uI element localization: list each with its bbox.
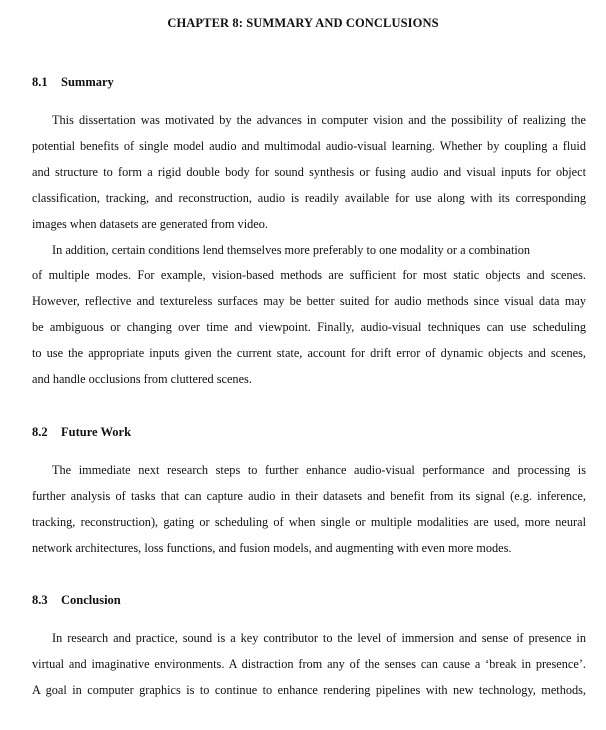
text-line: be ambiguous or changing over time and viewpoint. Finally, audio-visual techniques can use scheduling xyxy=(32,320,586,335)
section-heading-conclusion xyxy=(32,593,121,608)
section-number: 8.3 xyxy=(32,593,48,607)
text-line: tracking, reconstruction), gating or scheduling of when single or multiple modalities are used, more neural xyxy=(32,514,586,529)
paragraph xyxy=(32,108,586,238)
text-line: potential benefits of single model audio and multimodal audio-visual learning. Whether by coupling a fluid xyxy=(32,138,586,153)
text-line: In addition, certain conditions lend themselves more preferably to one modality or a combination xyxy=(52,242,531,257)
text-line: In research and practice, sound is a key contributor to the level of immersion and sense of presence in xyxy=(52,631,586,645)
text-line: A goal in computer graphics is to continue to enhance rendering pipelines with new technology, methods, xyxy=(32,682,586,697)
text-line: virtual and imaginative environments. A distraction from any of the senses can cause a ‘break in presence’. xyxy=(32,656,586,671)
paragraph xyxy=(32,238,586,393)
text-line: However, reflective and textureless surfaces may be better suited for audio methods since visual data may xyxy=(32,294,586,309)
text-line: classification, tracking, and reconstruction, audio is readily available for use along with its corresponding xyxy=(32,190,586,205)
section-heading-summary xyxy=(32,75,114,90)
text-line: images when datasets are generated from video. xyxy=(32,216,268,231)
text-line: and handle occlusions from cluttered scenes. xyxy=(32,372,252,387)
paragraph xyxy=(32,458,586,562)
chapter-title: CHAPTER 8: SUMMARY AND CONCLUSIONS xyxy=(167,16,439,30)
section-title: Future Work xyxy=(61,425,132,439)
text-line: This dissertation was motivated by the advances in computer vision and the possibility of realizing the xyxy=(52,113,586,127)
text-line: The immediate next research steps to further enhance audio-visual performance and processing is xyxy=(52,463,586,477)
text-line: of multiple modes. For example, vision-based methods are sufficient for most static objects and scenes. xyxy=(32,268,586,283)
paragraph xyxy=(32,626,586,704)
text-line: network architectures, loss functions, and fusion models, and augmenting with even more modes. xyxy=(32,540,512,555)
text-line: and structure to form a rigid double body for sound synthesis or fusing audio and visual inputs for object xyxy=(32,164,586,179)
section-number: 8.1 xyxy=(32,75,48,89)
text-line: to use the appropriate inputs given the current state, account for drift error of dynamic objects and scenes, xyxy=(32,346,586,361)
section-number: 8.2 xyxy=(32,425,48,439)
text-line: further analysis of tasks that can capture audio in their datasets and benefit from its signal (e.g. inference, xyxy=(32,488,586,503)
section-title: Summary xyxy=(61,75,114,89)
section-title: Conclusion xyxy=(61,593,121,607)
section-heading-future-work xyxy=(32,425,131,440)
